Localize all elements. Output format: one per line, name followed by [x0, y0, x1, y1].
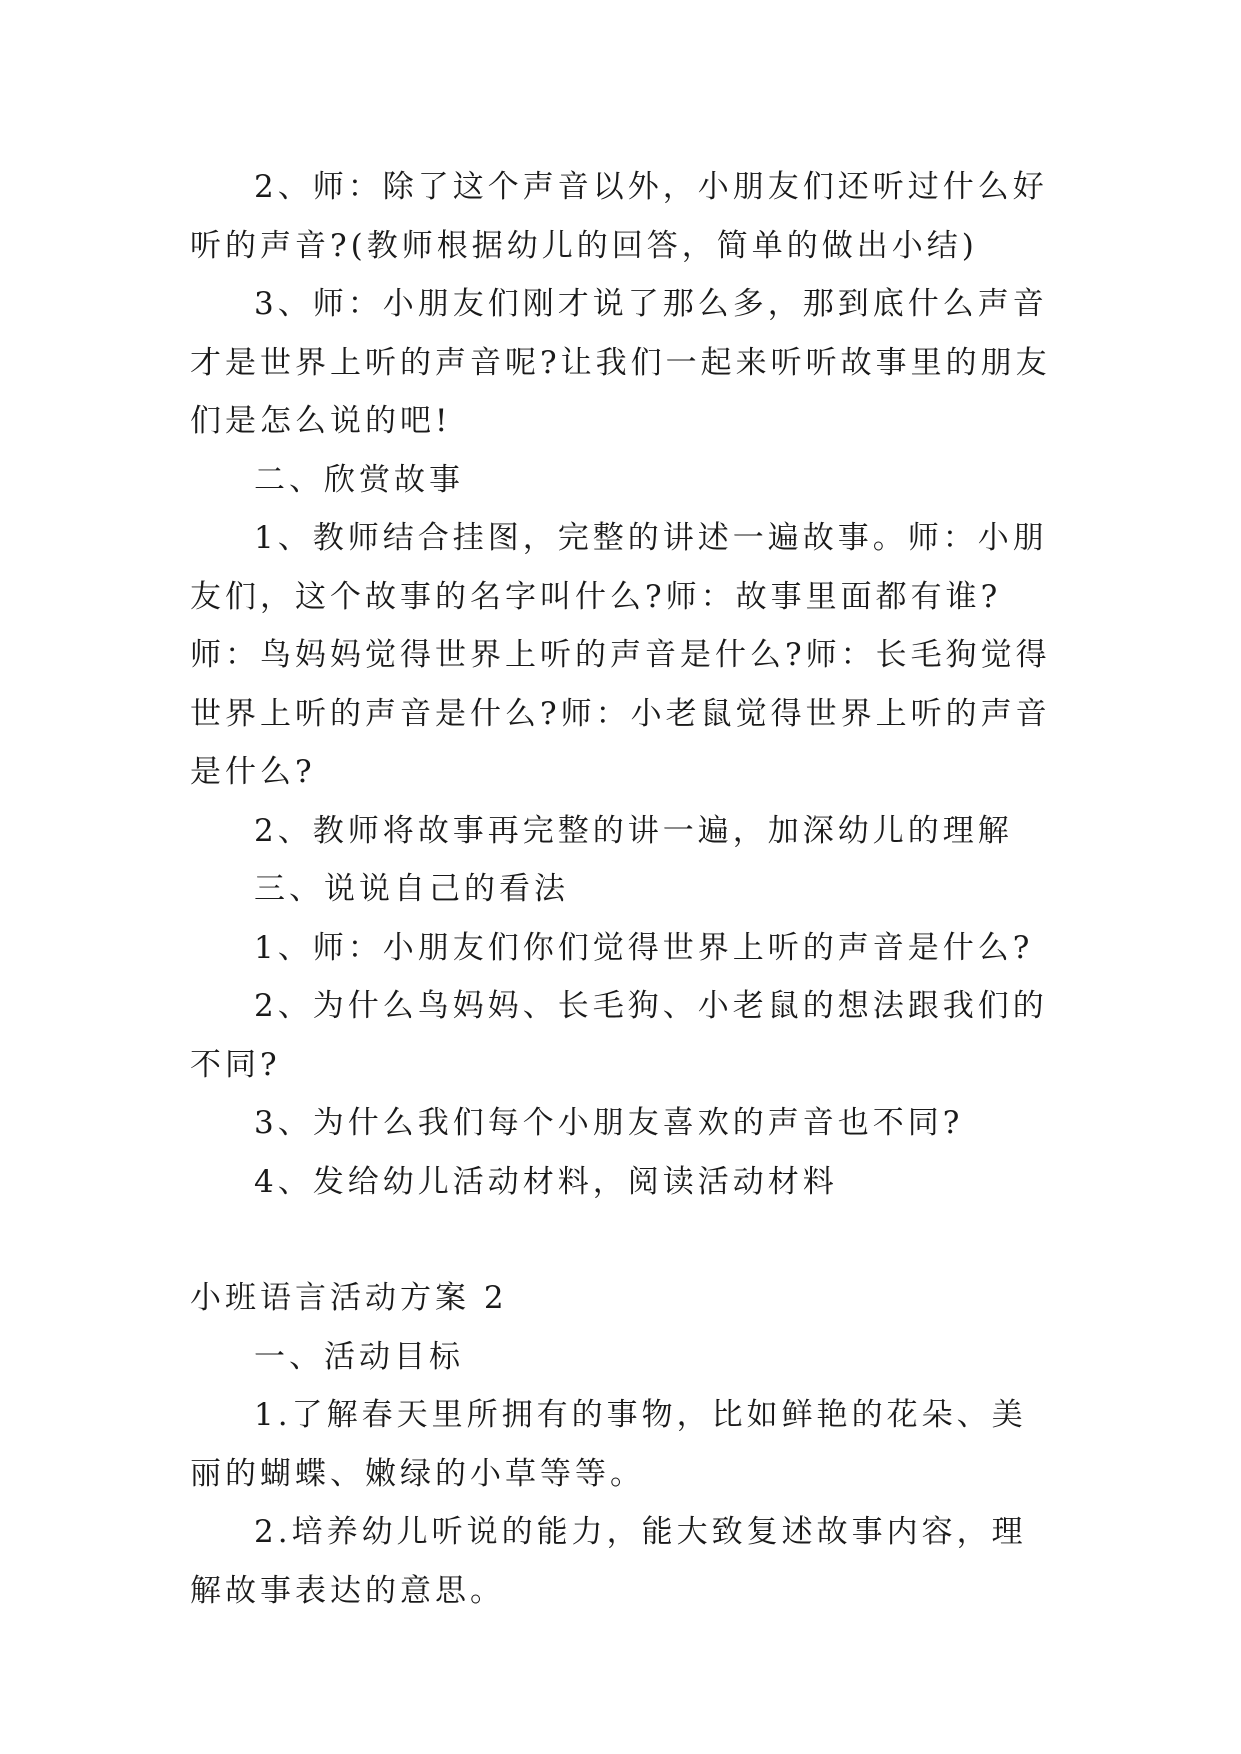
paragraph: 3、师：小朋友们刚才说了那么多，那到底什么声音才是世界上听的声音呢?让我们一起来听听故事里的朋友们是怎么说的吧! [190, 286, 1051, 439]
paragraph: 2、教师将故事再完整的讲一遍，加深幼儿的理解 [254, 812, 1013, 849]
paragraph: 2、师：除了这个声音以外，小朋友们还听过什么好听的声音?(教师根据幼儿的回答，简单的做出小结) [190, 169, 1048, 264]
paragraph: 2.培养幼儿听说的能力，能大致复述故事内容，理解故事表达的意思。 [190, 1514, 1027, 1609]
paragraph: 2、为什么鸟妈妈、长毛狗、小老鼠的想法跟我们的不同? [190, 988, 1048, 1083]
section-heading: 一、活动目标 [254, 1338, 464, 1375]
document-body [190, 158, 1060, 1620]
section-heading: 三、说说自己的看法 [254, 871, 569, 907]
paragraph: 3、为什么我们每个小朋友喜欢的声音也不同? [254, 1105, 964, 1141]
paragraph-gap [190, 1211, 1060, 1269]
paragraph: 1.了解春天里所拥有的事物，比如鲜艳的花朵、美丽的蝴蝶、嫩绿的小草等等。 [190, 1397, 1027, 1492]
paragraph: 1、教师结合挂图，完整的讲述一遍故事。师：小朋友们，这个故事的名字叫什么?师：故事里面都有谁?师：鸟妈妈觉得世界上听的声音是什么?师：长毛狗觉得世界上听的声音是什么?师：小老鼠觉得世界上听的声音是什么? [190, 520, 1051, 790]
paragraph: 4、发给幼儿活动材料，阅读活动材料 [254, 1163, 838, 1200]
paragraph: 1、师：小朋友们你们觉得世界上听的声音是什么? [254, 929, 1034, 966]
section-title: 小班语言活动方案 2 [190, 1280, 508, 1316]
section-heading: 二、欣赏故事 [254, 461, 464, 498]
